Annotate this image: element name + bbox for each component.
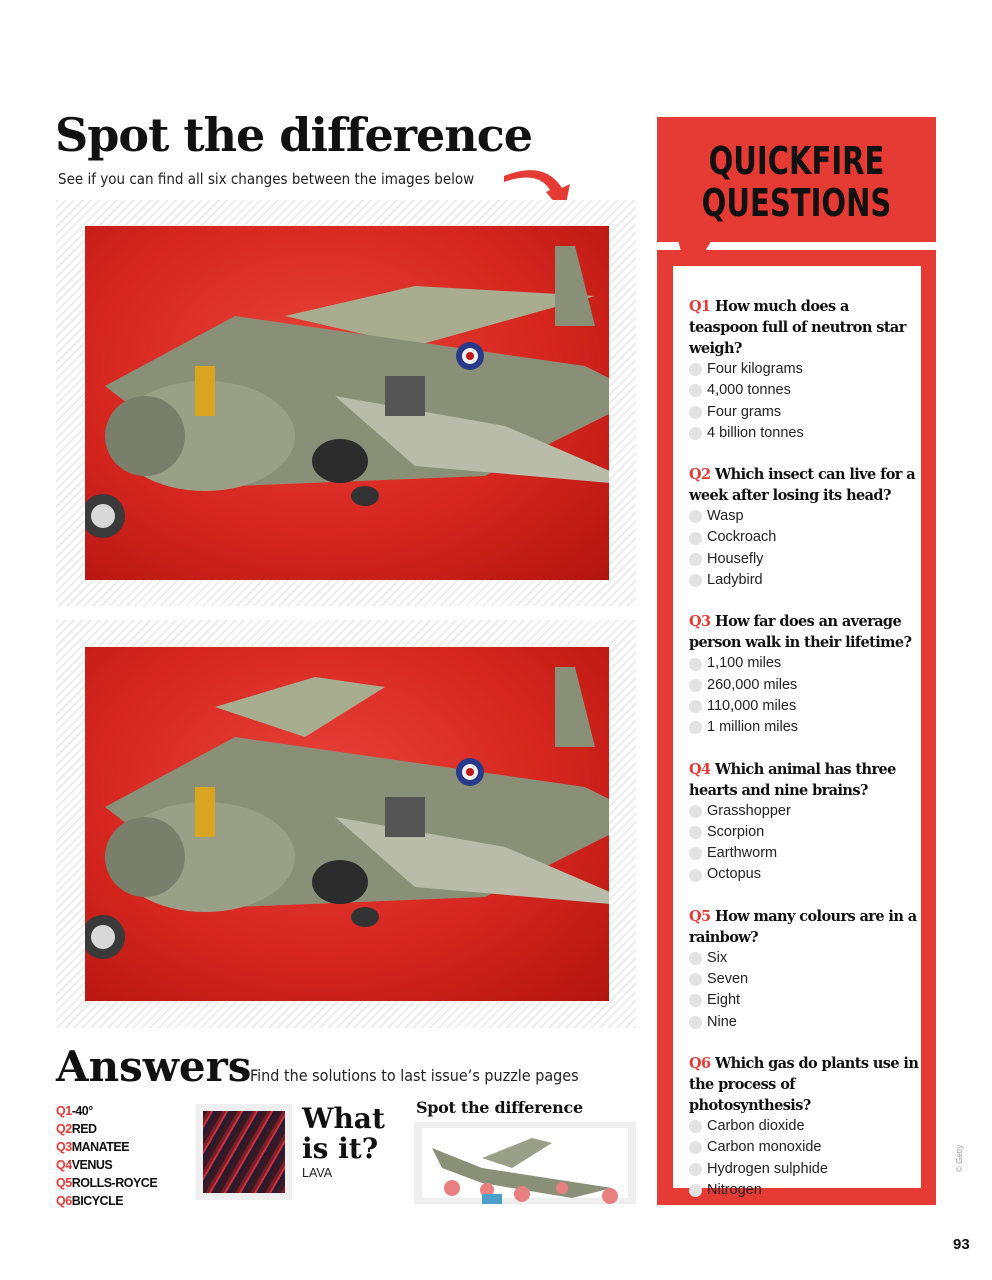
answer-option-label: Earthworm [707, 845, 778, 862]
answer-option-label: 4,000 tonnes [707, 382, 791, 399]
answer-option-label: Carbon dioxide [707, 1117, 805, 1134]
question-number: Q5 [689, 907, 711, 925]
aircraft-cutaway-graphic [85, 226, 609, 580]
answer-key: Q4 [56, 1158, 72, 1172]
answer-option[interactable] [689, 653, 919, 674]
answer-value: BICYCLE [71, 1194, 124, 1208]
answer-option-label: 4 billion tonnes [707, 424, 804, 441]
radio-circle-icon[interactable] [689, 679, 702, 692]
question-4 [689, 759, 919, 886]
question-text [689, 611, 919, 653]
quickfire-heading [678, 140, 915, 224]
question-5 [689, 906, 919, 1033]
answer-option-label: Cockroach [707, 529, 777, 546]
answer-option[interactable] [689, 527, 919, 548]
radio-circle-icon[interactable] [689, 805, 702, 818]
question-number: Q3 [689, 613, 711, 631]
answer-key: Q2 [56, 1122, 72, 1136]
answer-option[interactable] [689, 1012, 919, 1033]
answer-option[interactable] [689, 402, 919, 423]
question-1 [689, 296, 919, 444]
what-is-it-line1: What [302, 1102, 385, 1135]
radio-circle-icon[interactable] [689, 826, 702, 839]
question-text [689, 464, 919, 506]
radio-circle-icon[interactable] [689, 973, 702, 986]
radio-circle-icon[interactable] [689, 721, 702, 734]
answer-row [56, 1174, 157, 1192]
question-6 [689, 1053, 919, 1201]
answer-key: Q5 [56, 1176, 72, 1190]
answer-option[interactable] [689, 675, 919, 696]
answer-option-label: 1 million miles [707, 719, 799, 736]
radio-circle-icon[interactable] [689, 1016, 702, 1029]
answer-option-label: 1,100 miles [707, 655, 782, 672]
answer-option[interactable] [689, 948, 919, 969]
radio-circle-icon[interactable] [689, 363, 702, 376]
answer-option-label: Four kilograms [707, 361, 803, 377]
what-is-it-title [302, 1104, 385, 1164]
answer-option-label: Carbon monoxide [707, 1139, 822, 1156]
question-2 [689, 464, 919, 591]
puzzle-subtitle: See if you can find all six changes between the images below [58, 170, 475, 188]
answer-value: MANATEE [71, 1140, 130, 1154]
radio-circle-icon[interactable] [689, 658, 702, 671]
answer-option-label: Wasp [707, 508, 744, 525]
quickfire-heading-line2: QUESTIONS [701, 181, 892, 225]
question-label: How far does an average person walk in their lifetime? [689, 613, 912, 652]
what-is-it-answer: LAVA [302, 1166, 333, 1180]
answer-option[interactable] [689, 822, 919, 843]
answer-row [56, 1192, 157, 1210]
answer-option[interactable] [689, 380, 919, 401]
answer-option[interactable] [689, 1137, 919, 1158]
question-label: Which insect can live for a week after losing its head? [689, 466, 916, 505]
answer-option-label: Ladybird [707, 572, 763, 589]
question-text [689, 296, 919, 359]
answer-option-label: Grasshopper [707, 802, 791, 819]
answer-option-label: 110,000 miles [707, 697, 797, 714]
question-text [689, 906, 919, 948]
aircraft-image-bottom[interactable] [85, 647, 609, 1001]
radio-circle-icon[interactable] [689, 510, 702, 523]
answers-list [56, 1102, 157, 1210]
radio-circle-icon[interactable] [689, 869, 702, 882]
spot-answer-image [422, 1128, 628, 1198]
question-label: How much does a teaspoon full of neutron star weigh? [689, 298, 906, 357]
aircraft-thumbnail-graphic [422, 1128, 628, 1212]
answer-option-label: Hydrogen sulphide [707, 1160, 828, 1177]
radio-circle-icon[interactable] [689, 427, 702, 440]
answer-option[interactable] [689, 423, 919, 444]
answer-option[interactable] [689, 864, 919, 885]
question-number: Q6 [689, 1054, 711, 1072]
answer-key: Q3 [56, 1140, 72, 1154]
radio-circle-icon[interactable] [689, 1184, 702, 1197]
question-text [689, 1053, 919, 1116]
radio-circle-icon[interactable] [689, 532, 702, 545]
radio-circle-icon[interactable] [689, 1141, 702, 1154]
answer-key: Q1 [56, 1104, 72, 1118]
answers-title: Answers [56, 1042, 252, 1091]
answer-option-label: Scorpion [707, 823, 765, 840]
question-3 [689, 611, 919, 738]
answer-option[interactable] [689, 1159, 919, 1180]
answer-option[interactable] [689, 570, 919, 591]
answer-option-label: Eight [707, 992, 741, 1009]
answer-key: Q6 [56, 1194, 72, 1208]
radio-circle-icon[interactable] [689, 952, 702, 965]
answer-value: RED [71, 1122, 97, 1136]
answer-option-label: Four grams [707, 403, 782, 420]
radio-circle-icon[interactable] [689, 406, 702, 419]
page-number: 93 [953, 1236, 970, 1253]
answers-subtitle: Find the solutions to last issue’s puzzle pages [250, 1066, 579, 1085]
answer-option-label: Octopus [707, 866, 761, 883]
question-number: Q2 [689, 466, 711, 484]
radio-circle-icon[interactable] [689, 700, 702, 713]
answer-option-label: 260,000 miles [707, 676, 798, 693]
radio-circle-icon[interactable] [689, 994, 702, 1007]
answer-option-label: Six [707, 949, 728, 966]
question-text [689, 759, 919, 801]
radio-circle-icon[interactable] [689, 384, 702, 397]
answer-option[interactable] [689, 506, 919, 527]
answer-option-label: Housefly [707, 550, 764, 567]
answer-value: ROLLS-ROYCE [71, 1176, 158, 1190]
answer-option-label: Nine [707, 1013, 737, 1030]
answer-value: -40° [71, 1104, 93, 1118]
question-number: Q4 [689, 760, 711, 778]
answer-option[interactable] [689, 843, 919, 864]
answer-option[interactable] [689, 990, 919, 1011]
question-label: Which animal has three hearts and nine brains? [689, 760, 896, 799]
question-list [689, 296, 919, 1221]
question-number: Q1 [689, 298, 711, 315]
image-credit: © Getty [955, 1144, 964, 1172]
answer-option-label: Seven [707, 971, 749, 988]
answer-option[interactable] [689, 969, 919, 990]
answer-option[interactable] [689, 717, 919, 738]
answer-value: VENUS [71, 1158, 113, 1172]
radio-circle-icon[interactable] [689, 574, 702, 587]
quickfire-heading-line1: QUICKFIRE [708, 139, 885, 183]
answer-option-label: Nitrogen [707, 1181, 762, 1198]
answer-row [56, 1138, 157, 1156]
aircraft-image-top[interactable] [85, 226, 609, 580]
question-label: Which gas do plants use in the process of photosynthesis? [689, 1054, 919, 1114]
answer-row [56, 1156, 157, 1174]
spot-answer-title: Spot the difference [416, 1098, 583, 1117]
radio-circle-icon[interactable] [689, 1120, 702, 1133]
answer-option[interactable] [689, 696, 919, 717]
lava-photo [203, 1111, 285, 1193]
what-is-it-line2: is it? [302, 1132, 379, 1165]
answer-option[interactable] [689, 359, 919, 380]
aircraft-cutaway-graphic [85, 647, 609, 1001]
answer-row [56, 1102, 157, 1120]
page-title: Spot the difference [55, 108, 533, 162]
question-label: How many colours are in a rainbow? [689, 907, 917, 946]
answer-option[interactable] [689, 549, 919, 570]
answer-option[interactable] [689, 801, 919, 822]
answer-row [56, 1120, 157, 1138]
radio-circle-icon[interactable] [689, 553, 702, 566]
radio-circle-icon[interactable] [689, 1163, 702, 1176]
radio-circle-icon[interactable] [689, 847, 702, 860]
answer-option[interactable] [689, 1116, 919, 1137]
answer-option[interactable] [689, 1180, 919, 1201]
